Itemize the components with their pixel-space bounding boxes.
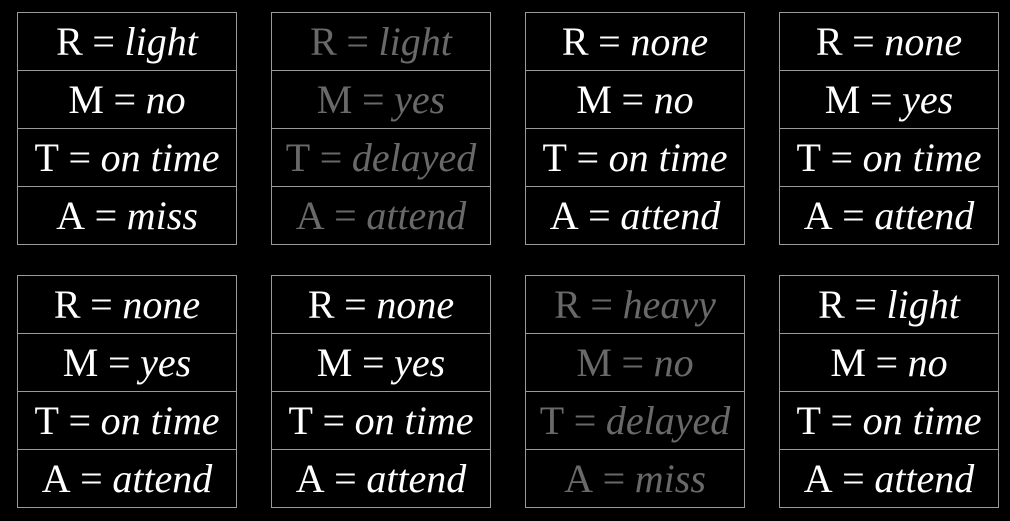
equals-sign: = [852,18,875,64]
variable-value: attend [112,455,213,501]
variable-letter: R [56,18,83,64]
sample-row [18,276,236,333]
variable-value: attend [874,192,975,238]
variable-letter: T [539,397,565,443]
sample-row [526,186,744,244]
sample-row [18,128,236,186]
variable-value: on time [862,397,982,443]
variable-value: heavy [622,281,716,327]
variable-value: attend [620,192,721,238]
equals-sign: = [573,397,597,443]
equals-sign: = [869,76,893,122]
sample-row [780,276,998,333]
sample-table-rejected [525,275,745,508]
sample-row [18,13,236,70]
variable-letter: T [796,397,821,443]
sample-row [18,186,236,244]
variable-letter: R [53,281,81,327]
equals-sign: = [854,281,877,327]
sample-row [272,13,490,70]
sample-row [272,333,490,391]
variable-letter: M [68,76,104,122]
sample-table [779,275,999,508]
sample-row [18,391,236,449]
equals-sign: = [576,134,600,180]
variable-value: no [653,76,694,122]
equals-sign: = [598,18,621,64]
equals-sign: = [113,76,137,122]
sample-table [17,275,237,508]
variable-value: yes [902,76,954,122]
equals-sign: = [334,455,357,501]
variable-value: on time [862,134,982,180]
equals-sign: = [830,134,854,180]
equals-sign: = [90,281,113,327]
variable-letter: R [307,281,335,327]
sample-row [780,449,998,507]
sample-row [780,128,998,186]
variable-value: delayed [605,397,731,443]
variable-letter: T [796,134,821,180]
variable-letter: R [818,281,845,327]
samples-grid [17,12,999,508]
variable-letter: M [824,76,861,122]
equals-sign: = [80,455,103,501]
sample-row [272,128,490,186]
equals-sign: = [319,134,343,180]
variable-value: yes [394,76,446,122]
variable-value: none [122,281,201,327]
sample-row [526,13,744,70]
sample-row [272,186,490,244]
sample-row [272,70,490,128]
equals-sign: = [588,192,611,238]
equals-sign: = [322,397,346,443]
sample-row [18,70,236,128]
variable-value: attend [366,455,467,501]
sample-row [272,449,490,507]
equals-sign: = [107,339,131,385]
variable-letter: A [803,455,833,501]
variable-letter: R [815,18,843,64]
variable-value: on time [354,397,474,443]
variable-value: light [886,281,960,327]
equals-sign: = [602,455,626,501]
equals-sign: = [346,18,369,64]
variable-value: light [378,18,452,64]
variable-letter: M [316,76,353,122]
sample-row [526,128,744,186]
equals-sign: = [830,397,854,443]
variable-letter: M [576,76,612,122]
sample-table [271,275,491,508]
sample-row [526,70,744,128]
variable-value: miss [634,455,706,501]
equals-sign: = [842,192,865,238]
sample-row [526,333,744,391]
variable-value: attend [366,192,467,238]
equals-sign: = [344,281,367,327]
variable-letter: M [316,339,353,385]
sample-table-rejected [271,12,491,245]
sample-row [780,13,998,70]
variable-value: no [145,76,186,122]
variable-letter: A [549,192,579,238]
equals-sign: = [94,192,118,238]
equals-sign: = [875,339,899,385]
sample-row [18,333,236,391]
variable-value: attend [874,455,975,501]
variable-value: yes [140,339,192,385]
variable-letter: M [830,339,866,385]
equals-sign: = [590,281,613,327]
variable-letter: A [295,192,325,238]
variable-letter: R [561,18,589,64]
variable-value: on time [100,397,220,443]
equals-sign: = [334,192,357,238]
equals-sign: = [361,76,385,122]
variable-letter: M [62,339,99,385]
sample-row [526,449,744,507]
equals-sign: = [68,134,92,180]
variable-value: light [124,18,198,64]
sample-row [272,391,490,449]
sample-row [526,391,744,449]
variable-letter: T [34,134,59,180]
equals-sign: = [68,397,92,443]
variable-letter: A [56,192,85,238]
sample-table [17,12,237,245]
sample-row [780,186,998,244]
variable-letter: T [542,134,567,180]
variable-value: none [630,18,709,64]
sample-row [18,449,236,507]
variable-value: no [653,339,694,385]
variable-value: on time [608,134,728,180]
variable-letter: A [41,455,71,501]
variable-letter: T [288,397,313,443]
variable-value: no [907,339,948,385]
equals-sign: = [621,339,645,385]
sample-row [780,333,998,391]
sample-table [525,12,745,245]
sample-row [780,70,998,128]
sample-row [526,276,744,333]
variable-letter: T [285,134,311,180]
variable-value: none [884,18,963,64]
equals-sign: = [621,76,645,122]
sample-row [780,391,998,449]
variable-value: yes [394,339,446,385]
variable-letter: A [564,455,593,501]
variable-letter: A [295,455,325,501]
variable-value: delayed [351,134,477,180]
equals-sign: = [92,18,115,64]
equals-sign: = [842,455,865,501]
variable-letter: A [803,192,833,238]
variable-letter: T [34,397,59,443]
variable-letter: R [554,281,581,327]
variable-value: miss [126,192,198,238]
variable-value: on time [100,134,220,180]
sample-table [779,12,999,245]
equals-sign: = [361,339,385,385]
sample-row [272,276,490,333]
variable-letter: R [310,18,337,64]
variable-value: none [376,281,455,327]
variable-letter: M [576,339,612,385]
